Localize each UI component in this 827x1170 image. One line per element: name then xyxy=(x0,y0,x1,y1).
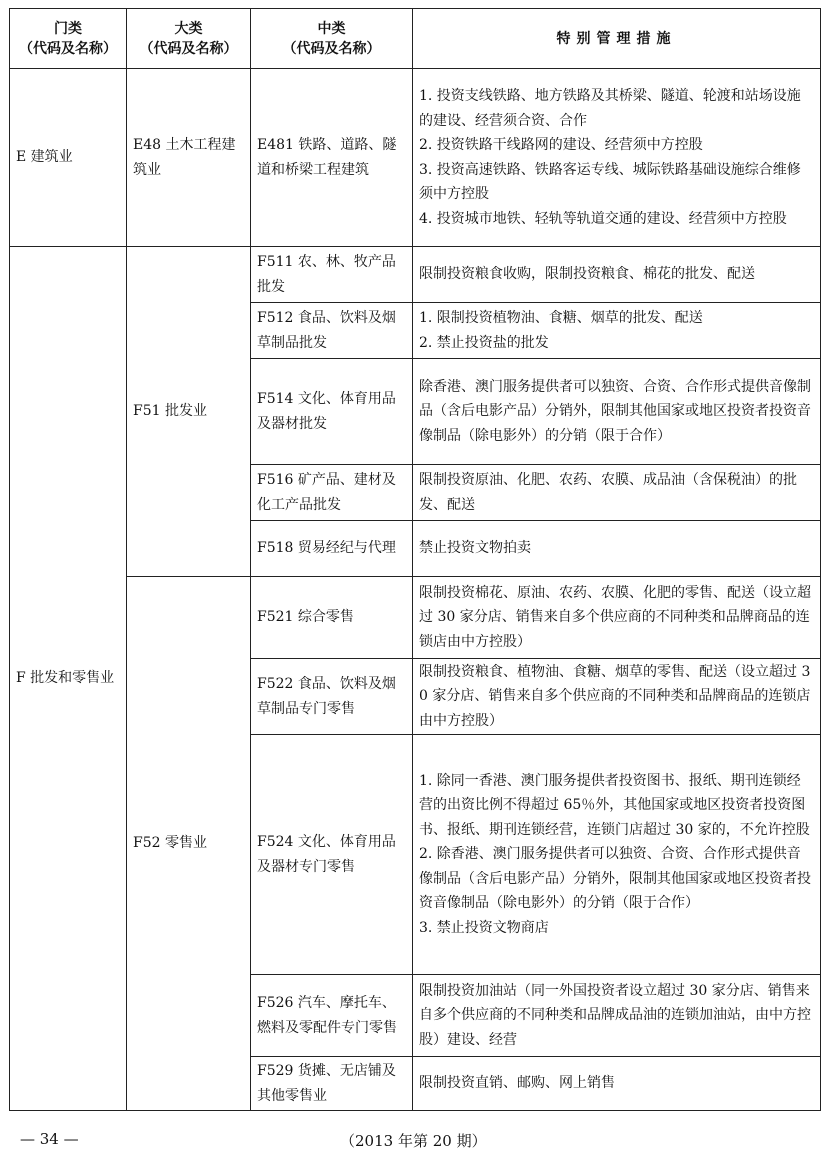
category-cell: F 批发和零售业 xyxy=(10,247,127,1111)
measure-item: 限制投资粮食收购，限制投资粮食、棉花的批发、配送 xyxy=(419,266,755,283)
table-row xyxy=(10,69,821,247)
header-category xyxy=(10,9,127,69)
measures-cell xyxy=(413,359,821,465)
measures-cell xyxy=(413,465,821,521)
measures-cell xyxy=(413,1057,821,1111)
header-major xyxy=(127,9,251,69)
header-major-title: 大类 xyxy=(174,20,203,37)
measures-cell xyxy=(413,303,821,359)
middle-class-cell: F521 综合零售 xyxy=(251,577,413,659)
middle-class-cell: F524 文化、体育用品及器材专门零售 xyxy=(251,735,413,975)
table-row xyxy=(10,247,821,303)
measure-item: 2. 投资铁路干线路网的建设、经营须中方控股 xyxy=(419,137,703,153)
middle-class-cell: F514 文化、体育用品及器材批发 xyxy=(251,359,413,465)
major-class-cell: E48 土木工程建筑业 xyxy=(127,69,251,247)
measure-item: 2. 禁止投资盐的批发 xyxy=(419,334,549,351)
category-cell: E 建筑业 xyxy=(10,69,127,247)
header-category-sub: （代码及名称） xyxy=(19,40,117,57)
middle-class-cell: F518 贸易经纪与代理 xyxy=(251,521,413,577)
measures-cell xyxy=(413,521,821,577)
measure-item: 限制投资直销、邮购、网上销售 xyxy=(419,1075,615,1092)
major-class-cell: F52 零售业 xyxy=(127,577,251,1111)
header-measures xyxy=(413,9,821,69)
measure-item: 1. 投资支线铁路、地方铁路及其桥梁、隧道、轮渡和站场设施的建设、经营须合资、合作 xyxy=(419,88,801,129)
measure-item: 限制投资加油站（同一外国投资者设立超过 30 家分店、销售来自多个供应商的不同种类和品牌成品油的连锁加油站，由中方控股）建设、经营 xyxy=(419,982,811,1048)
measure-item: 禁止投资文物拍卖 xyxy=(419,540,531,557)
measures-cell xyxy=(413,577,821,659)
header-middle-sub: （代码及名称） xyxy=(282,40,381,57)
header-measures-title: 特别管理措施 xyxy=(556,30,677,47)
page-number: — 34 — xyxy=(20,1130,79,1148)
measure-item: 1. 限制投资植物油、食糖、烟草的批发、配送 xyxy=(419,310,703,326)
measure-item: 3. 禁止投资文物商店 xyxy=(419,919,549,936)
table-row xyxy=(10,577,821,659)
middle-class-cell: F529 货摊、无店铺及其他零售业 xyxy=(251,1057,413,1111)
measure-item: 3. 投资高速铁路、铁路客运专线、城际铁路基础设施综合维修须中方控股 xyxy=(419,161,801,202)
middle-class-cell: F516 矿产品、建材及化工产品批发 xyxy=(251,465,413,521)
measure-item: 除香港、澳门服务提供者可以独资、合资、合作形式提供音像制品（含后电影产品）分销外，限制其他国家或地区投资者投资音像制品（除电影外）的分销（限于合作） xyxy=(419,378,811,444)
special-management-table xyxy=(9,8,821,1111)
measure-item: 限制投资原油、化肥、农药、农膜、成品油（含保税油）的批发、配送 xyxy=(419,472,797,513)
header-category-title: 门类 xyxy=(54,20,82,37)
header-major-sub: （代码及名称） xyxy=(139,40,238,57)
measure-item: 2. 除香港、澳门服务提供者可以独资、合资、合作形式提供音像制品（含后电影产品）分销外，限制其他国家或地区投资者投资音像制品（除电影外）的分销（限于合作） xyxy=(419,846,811,912)
header-middle xyxy=(251,9,413,69)
major-class-cell: F51 批发业 xyxy=(127,247,251,577)
table-header-row xyxy=(10,9,821,69)
measure-item: 限制投资棉花、原油、农药、农膜、化肥的零售、配送（设立超过 30 家分店、销售来自多个供应商的不同种类和品牌商品的连锁店由中方控股） xyxy=(419,584,811,650)
middle-class-cell: E481 铁路、道路、隧道和桥梁工程建筑 xyxy=(251,69,413,247)
measures-cell xyxy=(413,247,821,303)
issue-label: （2013 年第 20 期） xyxy=(340,1132,487,1150)
middle-class-cell: F511 农、林、牧产品批发 xyxy=(251,247,413,303)
header-middle-title: 中类 xyxy=(317,20,346,37)
measure-item: 限制投资粮食、植物油、食糖、烟草的零售、配送（设立超过 30 家分店、销售来自多个供应商的不同种类和品牌商品的连锁店由中方控股） xyxy=(419,663,811,729)
middle-class-cell: F522 食品、饮料及烟草制品专门零售 xyxy=(251,659,413,735)
measure-item: 4. 投资城市地铁、轻轨等轨道交通的建设、经营须中方控股 xyxy=(419,210,787,227)
measure-item: 1. 除同一香港、澳门服务提供者投资图书、报纸、期刊连锁经营的出资比例不得超过 65％外，其他国家或地区投资者投资图书、报纸、期刊连锁经营，连锁门店超过 30 家的，不允许控股 xyxy=(419,772,810,838)
measures-cell xyxy=(413,735,821,975)
measures-cell xyxy=(413,659,821,735)
table-body xyxy=(10,69,821,1111)
measures-cell xyxy=(413,975,821,1057)
measures-cell xyxy=(413,69,821,247)
middle-class-cell: F512 食品、饮料及烟草制品批发 xyxy=(251,303,413,359)
middle-class-cell: F526 汽车、摩托车、燃料及零配件专门零售 xyxy=(251,975,413,1057)
